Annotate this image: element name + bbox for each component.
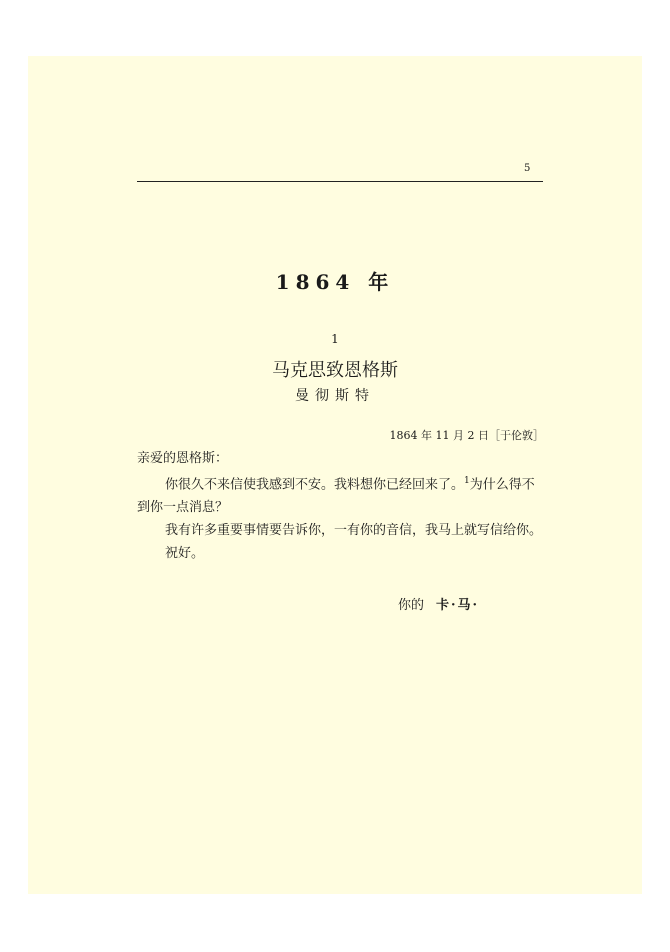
letter-title: 马克思致恩格斯	[272, 360, 398, 381]
paragraph-2: 我有许多重要事情要告诉你，一有你的音信，我马上就写信给你。	[165, 523, 543, 539]
salutation: 亲爱的恩格斯：	[137, 451, 229, 466]
header-rule	[137, 181, 543, 182]
page-number: 5	[524, 163, 531, 174]
signature	[398, 594, 479, 613]
paragraph-1	[137, 470, 543, 519]
year-heading: 1864 年	[275, 270, 395, 294]
paragraph-1-part-b: 为什么得不到你一点消息？	[137, 477, 535, 516]
footnote-ref[interactable]: 1	[464, 476, 470, 486]
signature-name: 卡·马·	[436, 598, 480, 613]
letter-body	[137, 447, 543, 565]
signature-prefix: 你的	[398, 598, 425, 613]
closing: 祝好。	[165, 546, 205, 562]
letter-destination: 曼彻斯特	[295, 388, 375, 404]
paragraph-1-part-a: 你很久不来信使我感到不安。我料想你已经回来了。	[165, 477, 465, 493]
letter-date: 1864 年 11 月 2 日［于伦敦］	[389, 429, 544, 442]
letter-number: 1	[331, 332, 339, 346]
